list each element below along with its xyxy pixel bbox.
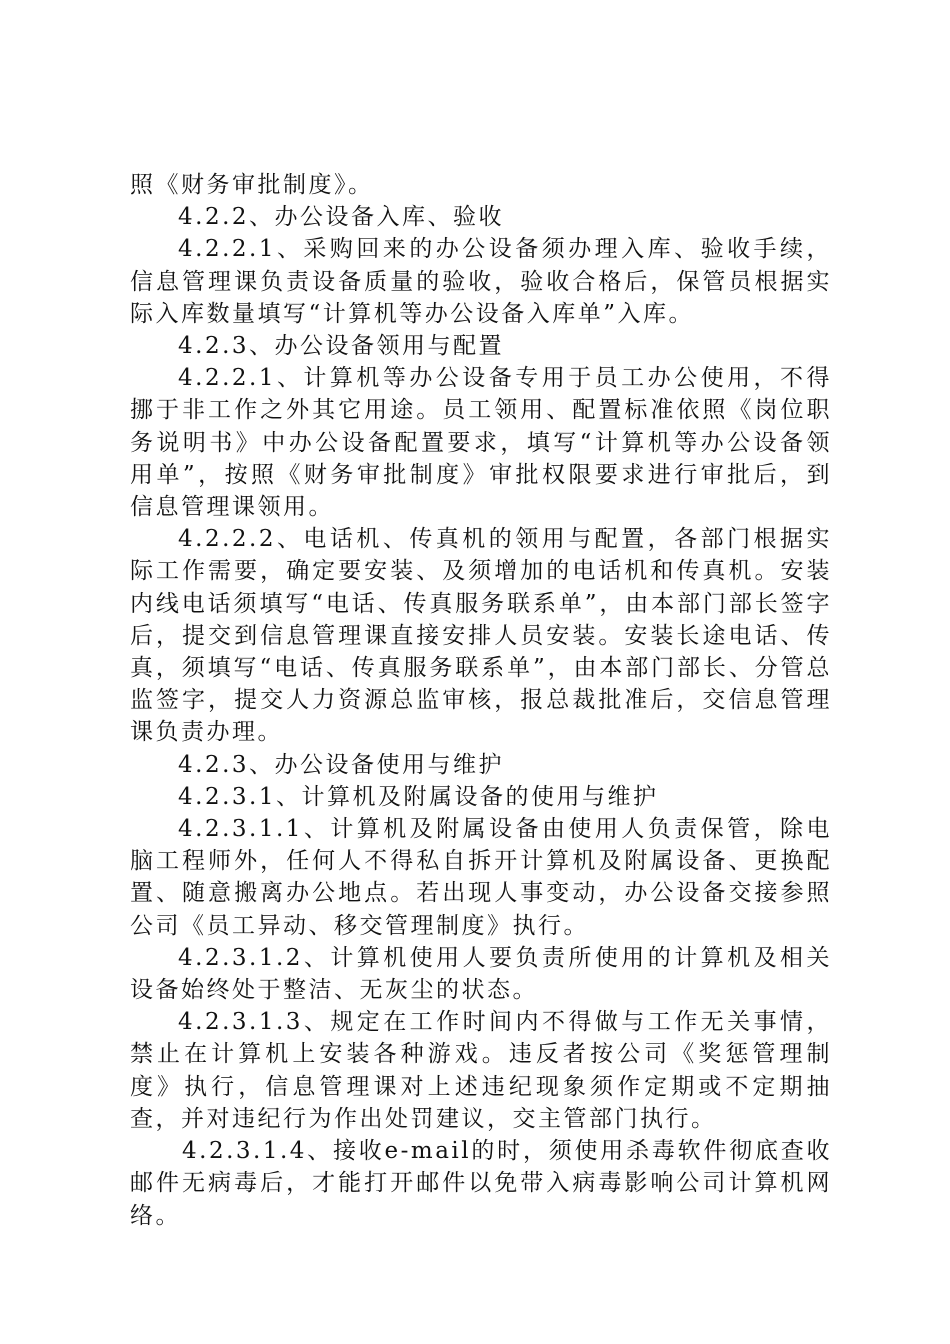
paragraph-4-2-3-1-4: 4.2.3.1.4、接收e-mail的时，须使用杀毒软件彻底查收邮件无病毒后，才能打开邮件以免带入病毒影响公司计算机网络。 [130,1138,832,1229]
paragraph-continuation: 照《财务审批制度》。 [130,172,374,198]
paragraph-4-2-3-1-1: 4.2.3.1.1、计算机及附属设备由使用人负责保管，除电脑工程师外，任何人不得私自拆开计算机及附属设备、更换配置、随意搬离办公地点。若出现人事变动，办公设备交接参照公司《员工异动、移交管理制度》执行。 [130,816,832,939]
paragraph-4-2-2-2-phone-fax: 4.2.2.2、电话机、传真机的领用与配置，各部门根据实际工作需要，确定要安装、及须增加的电话机和传真机。安装内线电话须填写“电话、传真服务联系单”，由本部门部长签字后，提交到信息管理课直接安排人员安装。安装长途电话、传真，须填写“电话、传真服务联系单”，由本部门部长、分管总监签字，提交人力资源总监审核，报总裁批准后，交信息管理课负责办理。 [130,526,832,746]
heading-4-2-3-1: 4.2.3.1、计算机及附属设备的使用与维护 [178,783,659,810]
paragraph-4-2-2-1-intake: 4.2.2.1、采购回来的办公设备须办理入库、验收手续，信息管理课负责设备质量的验收，验收合格后，保管员根据实际入库数量填写“计算机等办公设备入库单”入库。 [130,236,832,327]
paragraph-4-2-3-1-2: 4.2.3.1.2、计算机使用人要负责所使用的计算机及相关设备始终处于整洁、无灰尘的状态。 [130,944,832,1004]
paragraph-4-2-2-1-requisition: 4.2.2.1、计算机等办公设备专用于员工办公使用，不得挪于非工作之外其它用途。员工领用、配置标准依照《岗位职务说明书》中办公设备配置要求，填写“计算机等办公设备领用单”，按照《财务审批制度》审批权限要求进行审批后，到信息管理课领用。 [130,365,832,521]
heading-4-2-3-use-maintenance: 4.2.3、办公设备使用与维护 [178,751,505,778]
heading-4-2-2: 4.2.2、办公设备入库、验收 [178,204,505,231]
document-page [130,169,832,1232]
paragraph-4-2-3-1-3: 4.2.3.1.3、规定在工作时间内不得做与工作无关事情，禁止在计算机上安装各种游戏。违反者按公司《奖惩管理制度》执行，信息管理课对上述违纪现象须作定期或不定期抽查，并对违纪行为作出处罚建议，交主管部门执行。 [130,1009,832,1132]
heading-4-2-3-requisition: 4.2.3、办公设备领用与配置 [178,333,505,360]
